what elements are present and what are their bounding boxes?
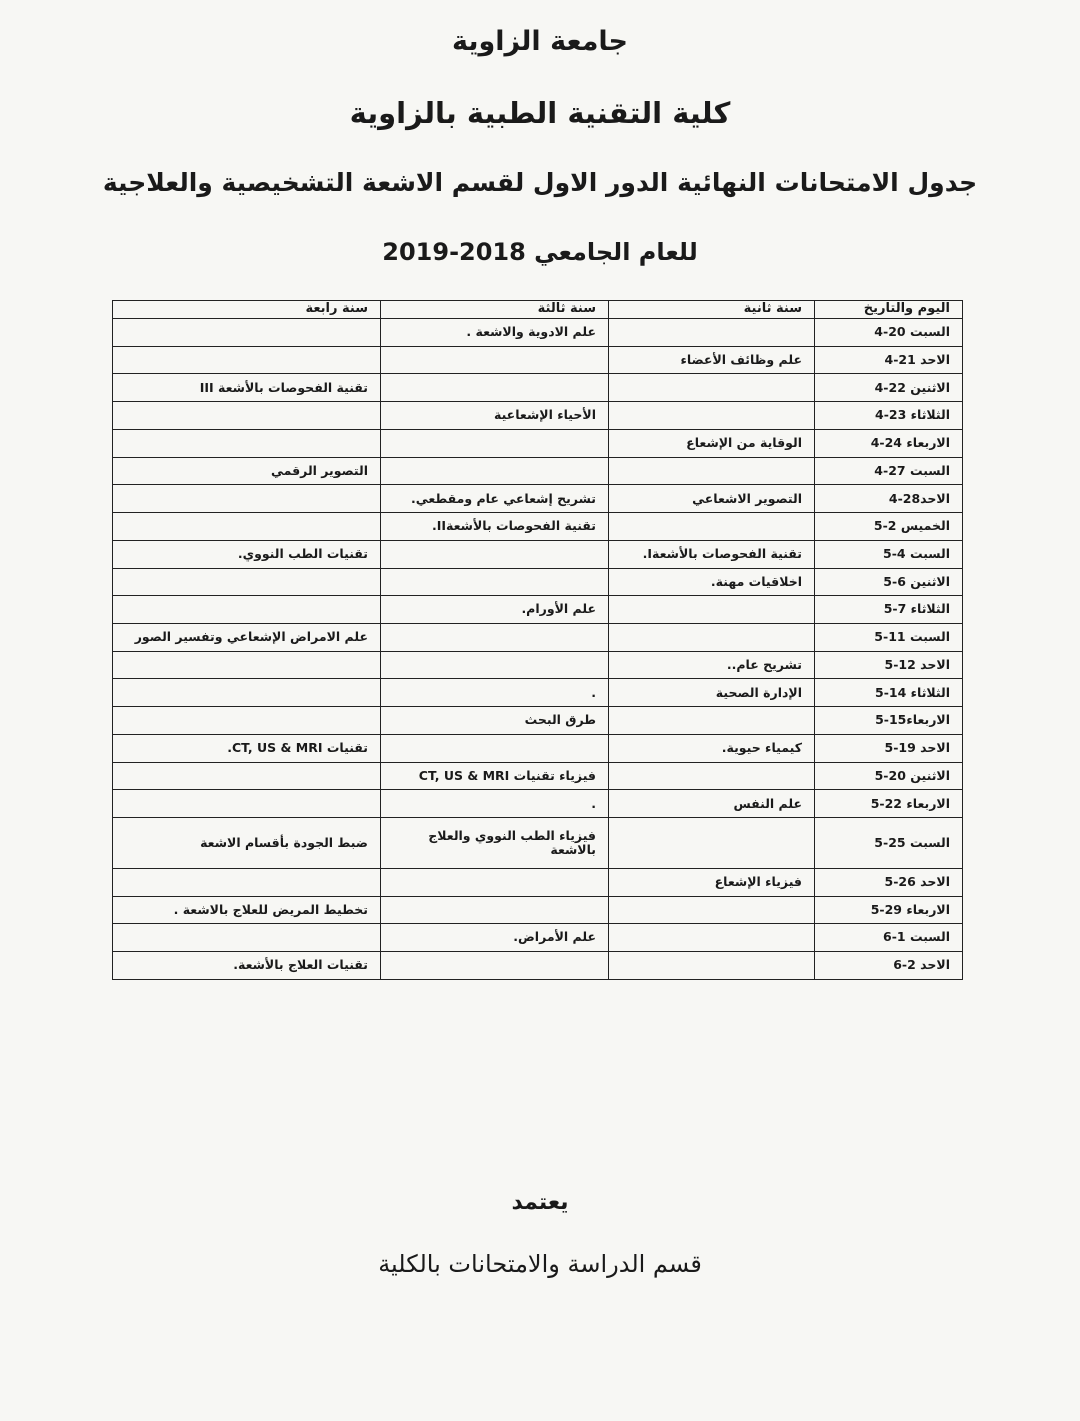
schedule-title: جدول الامتحانات النهائية الدور الاول لقسم الاشعة التشخيصية والعلاجية <box>102 168 978 197</box>
cell-fourth-year <box>113 318 381 346</box>
cell-third-year <box>381 651 609 679</box>
cell-third-year <box>381 540 609 568</box>
cell-date: الاثنين 6-5 <box>815 568 963 596</box>
cell-date: السبت 11-5 <box>815 624 963 652</box>
table-row <box>113 924 963 952</box>
cell-third-year <box>381 568 609 596</box>
cell-third-year <box>381 457 609 485</box>
table-row <box>113 868 963 896</box>
university-name: جامعة الزاوية <box>451 26 629 57</box>
cell-fourth-year: تقنية الفحوصات بالأشعة III <box>113 374 381 402</box>
cell-second-year: علم النفس <box>609 790 815 818</box>
cell-fourth-year <box>113 707 381 735</box>
cell-fourth-year: تقنيات CT, US & MRI. <box>113 734 381 762</box>
cell-date: الاربعاء15-5 <box>815 707 963 735</box>
cell-date: الاحد 12-5 <box>815 651 963 679</box>
cell-fourth-year <box>113 513 381 541</box>
cell-second-year <box>609 952 815 980</box>
table-header-row <box>113 301 963 319</box>
cell-second-year <box>609 374 815 402</box>
cell-date: السبت 4-5 <box>815 540 963 568</box>
cell-second-year <box>609 762 815 790</box>
cell-date: السبت 20-4 <box>815 318 963 346</box>
cell-second-year <box>609 924 815 952</box>
cell-fourth-year <box>113 402 381 430</box>
cell-fourth-year <box>113 485 381 513</box>
cell-third-year: فيزياء تقنيات CT, US & MRI <box>381 762 609 790</box>
cell-third-year <box>381 868 609 896</box>
cell-date: الاربعاء 24-4 <box>815 429 963 457</box>
cell-second-year: علم وظائف الأعضاء <box>609 346 815 374</box>
table-row <box>113 707 963 735</box>
table-row <box>113 790 963 818</box>
table-row <box>113 429 963 457</box>
cell-third-year: . <box>381 679 609 707</box>
cell-fourth-year: التصوير الرقمي <box>113 457 381 485</box>
table-row <box>113 762 963 790</box>
cell-second-year <box>609 707 815 735</box>
cell-third-year: علم الأورام. <box>381 596 609 624</box>
cell-date: الاحد 26-5 <box>815 868 963 896</box>
cell-second-year: الإدارة الصحية <box>609 679 815 707</box>
table-row <box>113 679 963 707</box>
cell-third-year: علم الأمراض. <box>381 924 609 952</box>
table-row <box>113 374 963 402</box>
cell-fourth-year <box>113 346 381 374</box>
table-row <box>113 818 963 869</box>
academic-year: للعام الجامعي 2018-2019 <box>382 238 698 266</box>
cell-third-year <box>381 952 609 980</box>
cell-fourth-year <box>113 429 381 457</box>
table-row <box>113 457 963 485</box>
cell-fourth-year <box>113 762 381 790</box>
cell-date: الاحد 19-5 <box>815 734 963 762</box>
cell-third-year: . <box>381 790 609 818</box>
faculty-name: كلية التقنية الطبية بالزاوية <box>349 96 731 130</box>
cell-date: الاربعاء 29-5 <box>815 896 963 924</box>
cell-fourth-year <box>113 596 381 624</box>
cell-second-year <box>609 318 815 346</box>
header-third-year: سنة ثالثة <box>381 301 609 319</box>
cell-date: الاحد 21-4 <box>815 346 963 374</box>
cell-third-year <box>381 896 609 924</box>
table-row <box>113 346 963 374</box>
cell-third-year: طرق البحث <box>381 707 609 735</box>
exam-schedule-table <box>112 300 963 980</box>
cell-third-year <box>381 429 609 457</box>
cell-fourth-year <box>113 679 381 707</box>
cell-second-year <box>609 624 815 652</box>
header-fourth-year: سنة رابعة <box>113 301 381 319</box>
cell-third-year <box>381 624 609 652</box>
table-row <box>113 952 963 980</box>
cell-fourth-year: ضبط الجودة بأقسام الاشعة <box>113 818 381 869</box>
cell-third-year <box>381 346 609 374</box>
table-row <box>113 734 963 762</box>
approval-label: يعتمد <box>511 1190 569 1215</box>
cell-date: السبت 27-4 <box>815 457 963 485</box>
cell-date: الثلاثاء 23-4 <box>815 402 963 430</box>
table-row <box>113 402 963 430</box>
cell-date: الاحد 2-6 <box>815 952 963 980</box>
cell-second-year: الوقاية من الإشعاع <box>609 429 815 457</box>
cell-fourth-year <box>113 790 381 818</box>
cell-second-year <box>609 457 815 485</box>
cell-second-year <box>609 818 815 869</box>
cell-date: السبت 25-5 <box>815 818 963 869</box>
cell-fourth-year: تقنيات العلاج بالأشعة. <box>113 952 381 980</box>
cell-third-year: تشريح إشعاعي عام ومقطعي. <box>381 485 609 513</box>
table-row <box>113 651 963 679</box>
cell-fourth-year: تخطيط المريض للعلاج بالاشعة . <box>113 896 381 924</box>
cell-second-year: فيزياء الإشعاع <box>609 868 815 896</box>
department-signature: قسم الدراسة والامتحانات بالكلية <box>378 1250 702 1278</box>
cell-second-year <box>609 896 815 924</box>
table-row <box>113 596 963 624</box>
table-row <box>113 318 963 346</box>
cell-second-year <box>609 402 815 430</box>
cell-second-year: كيمياء حيوية. <box>609 734 815 762</box>
cell-fourth-year <box>113 651 381 679</box>
cell-date: الاثنين 22-4 <box>815 374 963 402</box>
table-row <box>113 896 963 924</box>
cell-third-year: الأحياء الإشعاعية <box>381 402 609 430</box>
table-row <box>113 540 963 568</box>
cell-third-year <box>381 734 609 762</box>
cell-fourth-year <box>113 924 381 952</box>
cell-second-year: تشريح عام.. <box>609 651 815 679</box>
cell-date: السبت 1-6 <box>815 924 963 952</box>
table-row <box>113 624 963 652</box>
cell-date: الاربعاء 22-5 <box>815 790 963 818</box>
cell-third-year: علم الادوية والاشعة . <box>381 318 609 346</box>
cell-fourth-year <box>113 568 381 596</box>
cell-date: الاحد28-4 <box>815 485 963 513</box>
cell-date: الخميس 2-5 <box>815 513 963 541</box>
cell-second-year: التصوير الاشعاعي <box>609 485 815 513</box>
cell-third-year: تقنية الفحوصات بالأشعةII. <box>381 513 609 541</box>
cell-second-year <box>609 513 815 541</box>
cell-date: الثلاثاء 14-5 <box>815 679 963 707</box>
cell-date: الثلاثاء 7-5 <box>815 596 963 624</box>
table-row <box>113 568 963 596</box>
header-second-year: سنة ثانية <box>609 301 815 319</box>
cell-second-year <box>609 596 815 624</box>
cell-third-year <box>381 374 609 402</box>
cell-date: الاثنين 20-5 <box>815 762 963 790</box>
cell-third-year: فيزياء الطب النووي والعلاج بالاشعة <box>381 818 609 869</box>
table-row <box>113 485 963 513</box>
table-row <box>113 513 963 541</box>
cell-second-year: اخلاقيات مهنة. <box>609 568 815 596</box>
cell-second-year: تقنية الفحوصات بالأشعةI. <box>609 540 815 568</box>
header-day-date: اليوم والتاريخ <box>815 301 963 319</box>
cell-fourth-year: تقنيات الطب النووي. <box>113 540 381 568</box>
cell-fourth-year <box>113 868 381 896</box>
cell-fourth-year: علم الامراض الإشعاعي وتفسير الصور <box>113 624 381 652</box>
